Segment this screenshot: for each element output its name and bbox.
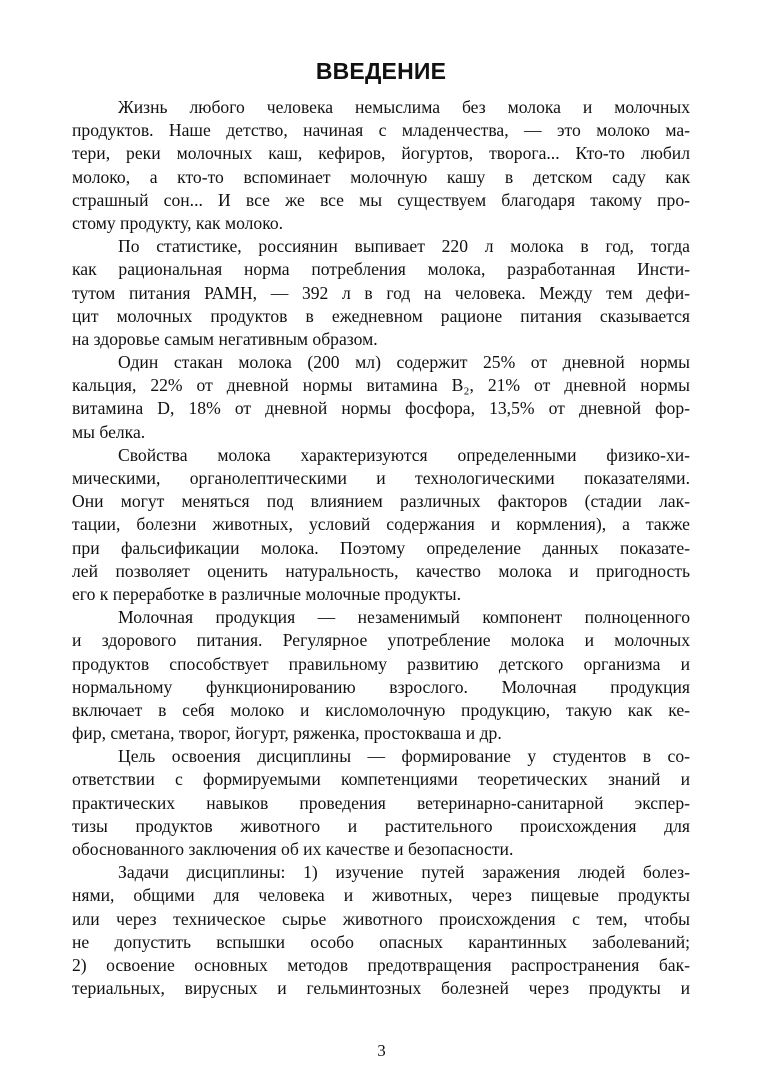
text-line: нормальному функционированию взрослого. Молочная продукция (72, 676, 690, 697)
text-line: стому продукту, как молоко. (72, 212, 284, 233)
text-line: включает в себя молоко и кисломолочную продукцию, такую как ке- (72, 699, 690, 720)
text-line: на здоровье самым негативным образом. (72, 328, 378, 349)
text-line: тутом питания РАМН, — 392 л в год на человека. Между тем дефи- (72, 282, 690, 303)
page-number: 3 (377, 1041, 386, 1060)
text-line: витамина D, 18% от дневной нормы фосфора, 13,5% от дневной фор- (72, 398, 690, 419)
text-line: или через техническое сырье животного происхождения с тем, чтобы (72, 908, 690, 929)
text-line: Жизнь любого человека немыслима без молока и молочных (118, 97, 690, 117)
text-line: Задачи дисциплины: 1) изучение путей заражения людей болез- (118, 862, 690, 883)
text-line: и здорового питания. Регулярное употребление молока и молочных (72, 630, 690, 651)
text-line: мическими, органолептическими и технологическими показателями. (72, 468, 690, 488)
text-line: Свойства молока характеризуются определенными физико-хи- (118, 444, 690, 465)
text-line: 2) освоение основных методов предотвращения распространения бак- (72, 954, 690, 975)
text-line: кальция, 22% от дневной нормы витамина B₂, 21% от дневной нормы (72, 375, 690, 396)
text-line: Один стакан молока (200 мл) содержит 25% от дневной нормы (118, 352, 690, 373)
text-line: не допустить вспышки особо опасных карантинных заболеваний; (72, 931, 690, 952)
text-line: Цель освоения дисциплины — формирование у студентов в со- (118, 746, 690, 767)
text-line: мы белка. (72, 421, 146, 442)
text-line: териальных, вирусных и гельминтозных болезней через продукты и (72, 978, 690, 999)
text-line: при фальсификации молока. Поэтому определение данных показате- (72, 537, 690, 558)
text-line: нями, общими для человека и животных, через пищевые продукты (72, 885, 690, 906)
text-line: молоко, а кто-то вспоминает молочную кашу в детском саду как (72, 166, 690, 187)
text-line: страшный сон... И все же все мы существуем благодаря такому про- (72, 189, 690, 210)
text-line: тации, болезни животных, условий содержания и кормления), а также (72, 514, 690, 535)
text-line: По статистике, россиянин выпивает 220 л молока в год, тогда (118, 236, 690, 257)
text-line: фир, сметана, творог, йогурт, ряженка, простокваша и др. (72, 723, 502, 744)
text-line: практических навыков проведения ветеринарно-санитарной экспер- (72, 792, 690, 813)
text-line: ответствии с формируемыми компетенциями теоретических знаний и (72, 769, 690, 790)
text-line: его к переработке в различные молочные продукты. (72, 583, 462, 604)
text-line: Молочная продукция — незаменимый компонент полноценного (118, 607, 690, 628)
page-title: ВВЕДЕНИЕ (315, 58, 447, 84)
text-line: тери, реки молочных каш, кефиров, йогуртов, творога... Кто-то любил (72, 143, 690, 164)
body-text (72, 96, 690, 1000)
text-line: Они могут меняться под влиянием различных факторов (стадии лак- (72, 491, 690, 512)
text-line: лей позволяет оценить натуральность, качество молока и пригодность (72, 560, 690, 581)
text-line: цит молочных продуктов в ежедневном рационе питания сказывается (72, 305, 690, 326)
text-line: продуктов. Наше детство, начиная с младенчества, — это молоко ма- (72, 120, 690, 141)
text-line: как рациональная норма потребления молока, разработанная Инсти- (72, 259, 690, 280)
text-line: тизы продуктов животного и растительного происхождения для (72, 815, 690, 836)
text-line: продуктов способствует правильному развитию детского организма и (72, 653, 690, 674)
text-line: обоснованного заключения об их качестве и безопасности. (72, 839, 514, 859)
document-page (72, 52, 690, 1052)
